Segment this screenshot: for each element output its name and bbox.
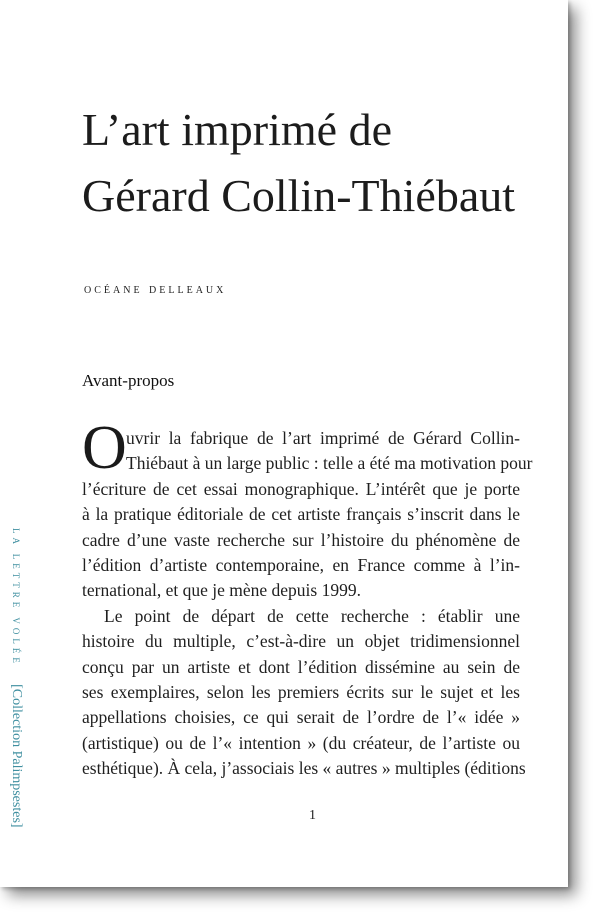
text-line: à la pratique éditoriale de cet artiste français s’inscrit dans le — [82, 504, 520, 525]
collection-name: [Collection Palimpsestes] — [9, 684, 24, 828]
text-line: uvrir la fabrique de l’art imprimé de Gérard Collin- — [126, 428, 520, 448]
title-line-1: L’art imprimé de — [82, 103, 392, 155]
title-line-2: Gérard Collin-Thiébaut — [82, 169, 516, 221]
spine-label — [8, 528, 24, 828]
body-text — [82, 426, 533, 782]
text-line: l’écriture de cet essai monographique. L’intérêt que je porte — [82, 478, 520, 499]
text-line: esthétique). À cela, j’associais les « autres » multiples (éditions — [82, 758, 526, 779]
page-number: 1 — [309, 808, 316, 823]
text-line: ses exemplaires, selon les premiers écrits sur le sujet et les — [82, 682, 520, 703]
paragraph-2 — [82, 604, 526, 782]
author-name: océane delleaux — [84, 282, 227, 297]
text-line: histoire du multiple, c’est-à-dire un objet tridimensionnel — [82, 631, 520, 652]
section-heading: Avant-propos — [82, 371, 175, 390]
text-line: Le point de départ de cette recherche : établir une — [104, 605, 520, 626]
text-line: l’édition d’artiste contemporaine, en France comme à l’in- — [82, 555, 520, 576]
text-line: Thiébaut à un large public : telle a été ma motivation pour — [126, 453, 533, 474]
text-line: ternational, et que je mène depuis 1999. — [82, 580, 361, 601]
paragraph-1 — [82, 426, 533, 604]
text-line: (artistique) ou de l’« intention » (du créateur, de l’artiste ou — [82, 732, 520, 753]
book-title — [82, 97, 552, 229]
text-line: appellations choisies, ce qui serait de l’ordre de l’« idée » — [82, 707, 520, 728]
text-line: conçu par un artiste et dont l’édition dissémine au sein de — [82, 656, 520, 677]
drop-cap: O — [82, 414, 127, 482]
text-line: cadre d’une vaste recherche sur l’histoire du phénomène de — [82, 529, 520, 550]
series-name: LA LETTRE VOLÉE — [11, 528, 21, 667]
